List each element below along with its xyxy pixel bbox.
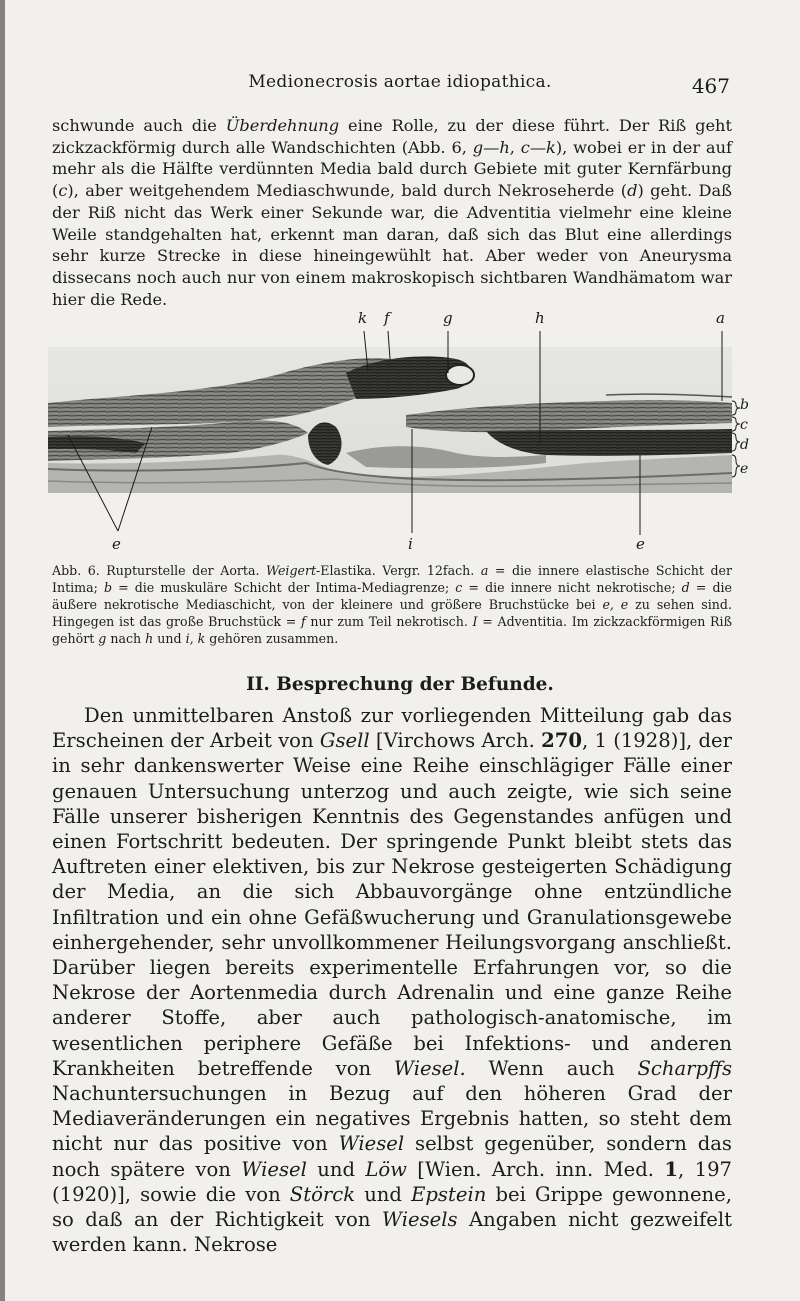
intro-paragraph-run: Überdehnung [225, 116, 340, 135]
caption-run: nach [106, 631, 146, 646]
caption-run: = die innere elastische Schicht der Intima; [52, 563, 732, 595]
main-paragraph-run: [Wien. Arch. inn. Med. [406, 1157, 665, 1181]
caption-run: = die äußere nekrotische Mediaschicht, von der kleinere und größere Bruchstücke bei [52, 580, 732, 612]
main-paragraph-run: Wenn auch [465, 1056, 638, 1080]
intro-paragraph-run: ), wobei er in der auf mehr als die Hälfte verdünnten Media bald durch Gebiete mit guter Kernfärbung ( [52, 137, 732, 201]
caption-run: = Adventitia. Im zickzackförmigen Riß gehört [52, 614, 732, 646]
figure-label-e-right: e [740, 461, 749, 477]
caption-run: I [472, 614, 478, 629]
main-paragraph-text [52, 703, 732, 1257]
running-title: Medionecrosis aortae idiopathica. [248, 72, 552, 92]
main-paragraph-run: Nachuntersuchungen in Bezug auf den höheren Grad der Mediaveränderungen ein negatives Ergebnis hatten, so steht dem nicht nur das positive von [52, 1082, 732, 1156]
caption-run: gehören zusammen. [205, 631, 339, 646]
caption-run: Weigert [266, 563, 317, 578]
main-paragraph-run: selbst gegenüber, sondern das noch spätere von [52, 1132, 732, 1181]
caption-run: e, e [602, 597, 629, 612]
figure-label-g: g [443, 309, 453, 327]
figure-label-c: c [740, 417, 748, 433]
caption-run: = die innere nicht nekrotische; [462, 580, 682, 595]
main-paragraph-run: 1 [664, 1157, 679, 1181]
figure-caption-text [52, 562, 732, 647]
figure-label-f: f [384, 309, 390, 327]
figure-caption [52, 562, 732, 647]
figure-label-d: d [740, 437, 749, 453]
figure-label-a: a [716, 309, 725, 327]
figure-label-k: k [358, 309, 368, 327]
main-paragraph-run: Wiesel. [393, 1056, 466, 1080]
figure-label-e-left: e [112, 535, 121, 553]
intro-paragraph-run: ), aber weitgehendem Mediaschwunde, bald durch Nekroseherde ( [67, 181, 628, 201]
main-paragraph-run: Gsell [319, 729, 370, 753]
figure-aorta-rupture [46, 303, 749, 553]
caption-run: b [103, 580, 113, 595]
caption-run: a [480, 563, 489, 578]
intro-paragraph-run: schwunde auch die [52, 116, 226, 135]
caption-run: c [455, 580, 463, 595]
intro-paragraph-text [52, 115, 732, 310]
intro-paragraph-run: d [627, 181, 638, 201]
figure-label-e-bottom: e [636, 535, 645, 553]
main-paragraph-run: Störck [289, 1182, 356, 1206]
main-paragraph-run: Scharpffs [637, 1056, 732, 1080]
main-paragraph-run: bei Grippe gewonnene, so daß an der Richtigkeit von [52, 1182, 732, 1232]
caption-run: und [153, 631, 186, 646]
main-paragraph-run: , 197 (1920)], sowie die von [52, 1157, 732, 1206]
histology-micrograph [46, 303, 749, 553]
main-paragraph-run: , 1 (1928)], der in sehr dankenswerter Weise eine Reihe einschlägiger Fälle einer genauen Untersuchung unterzog und auch zeigte, wie sich seine Fälle unserer bisherigen Kenntnis des Gegenstandes anfügen und einen Fortschritt bedeuten. Der springende Punkt bleibt stets das Auftreten einer elektiven, bis zur Nekrose gesteigerten Schädigung der Media, an die sich Abbauvorgänge ohne entzündliche Infiltration und ein ohne Gefäßwucherung und Granulationsgewebe einhergehender, sehr unvollkommener Heilungsvorgang anschließt. Darüber liegen bereits experimentelle Erfahrungen vor, so die Nekrose der Aortenmedia durch Adrenalin und eine ganze Reihe anderer Stoffe, aber auch pathologisch-anatomische, im wesentlichen periphere Gefäße bei Infektions- und anderen Krankheiten betreffende von [52, 729, 732, 1080]
caption-run: h [145, 631, 154, 646]
caption-run: = die muskuläre Schicht der Intima-Mediagrenze; [112, 580, 456, 595]
intro-paragraph-run: c—k [520, 137, 556, 157]
main-paragraph-run: Wiesel [241, 1157, 307, 1181]
page-header [0, 72, 800, 102]
layer-braces [732, 401, 740, 477]
main-paragraph-run: Löw [365, 1157, 407, 1181]
main-paragraph-run: Wiesel [338, 1132, 405, 1156]
fragment-g-lumen [446, 365, 474, 385]
caption-run: f [301, 614, 306, 629]
main-paragraph-run: 270 [541, 729, 582, 753]
binding-shadow [0, 0, 5, 1301]
main-paragraph-run: Den unmittelbaren Anstoß zur vorliegenden Mitteilung gab das Erscheinen der Arbeit von [52, 704, 732, 753]
caption-run: d [681, 580, 690, 595]
intro-paragraph-run: ) geht. Daß der Riß nicht das Werk einer Sekunde war, die Adventitia vielmehr eine kleine Weile standgehalten hat, erkennt man daran, daß sich das Blut eine allerdings sehr kurze Strecke in diese hineingewühlt hat. Aber weder von Aneurysma dissecans noch auch nur von einem makroskopisch sichtbaren Wandhämatom war hier die Rede. [52, 181, 732, 309]
figure-label-b: b [740, 397, 749, 413]
main-paragraph-run: und [355, 1182, 412, 1206]
intro-paragraph [52, 115, 732, 310]
main-paragraph-run: und [306, 1157, 366, 1181]
page-number: 467 [691, 74, 730, 98]
figure-label-i: i [408, 535, 413, 553]
caption-run: -Elastika. Vergr. 12fach. [316, 563, 481, 578]
caption-run: zu sehen sind. Hingegen ist das große Bruchstück = [52, 597, 732, 629]
caption-run: Abb. 6. Rupturstelle der Aorta. [52, 563, 267, 578]
main-paragraph-run: Wiesels [381, 1208, 458, 1232]
main-paragraph-run: [Virchows Arch. [369, 729, 542, 753]
intro-paragraph-run: g—h [472, 137, 510, 157]
figure-label-h: h [535, 309, 545, 327]
caption-run: g [98, 631, 107, 646]
intro-paragraph-run: , [509, 137, 521, 157]
section-heading: II. Besprechung der Befunde. [246, 674, 554, 695]
intro-paragraph-run: c [58, 181, 68, 201]
main-paragraph [52, 703, 732, 1257]
main-paragraph-run: Epstein [411, 1182, 487, 1206]
main-paragraph-run: Angaben nicht gezweifelt werden kann. Nekrose [52, 1208, 733, 1257]
caption-run: nur zum Teil nekrotisch. [305, 614, 473, 629]
intro-paragraph-run: eine Rolle, zu der diese führt. Der Riß geht zickzackförmig durch alle Wandschichten (Abb. 6, [52, 116, 732, 157]
caption-run: i, k [185, 631, 206, 646]
